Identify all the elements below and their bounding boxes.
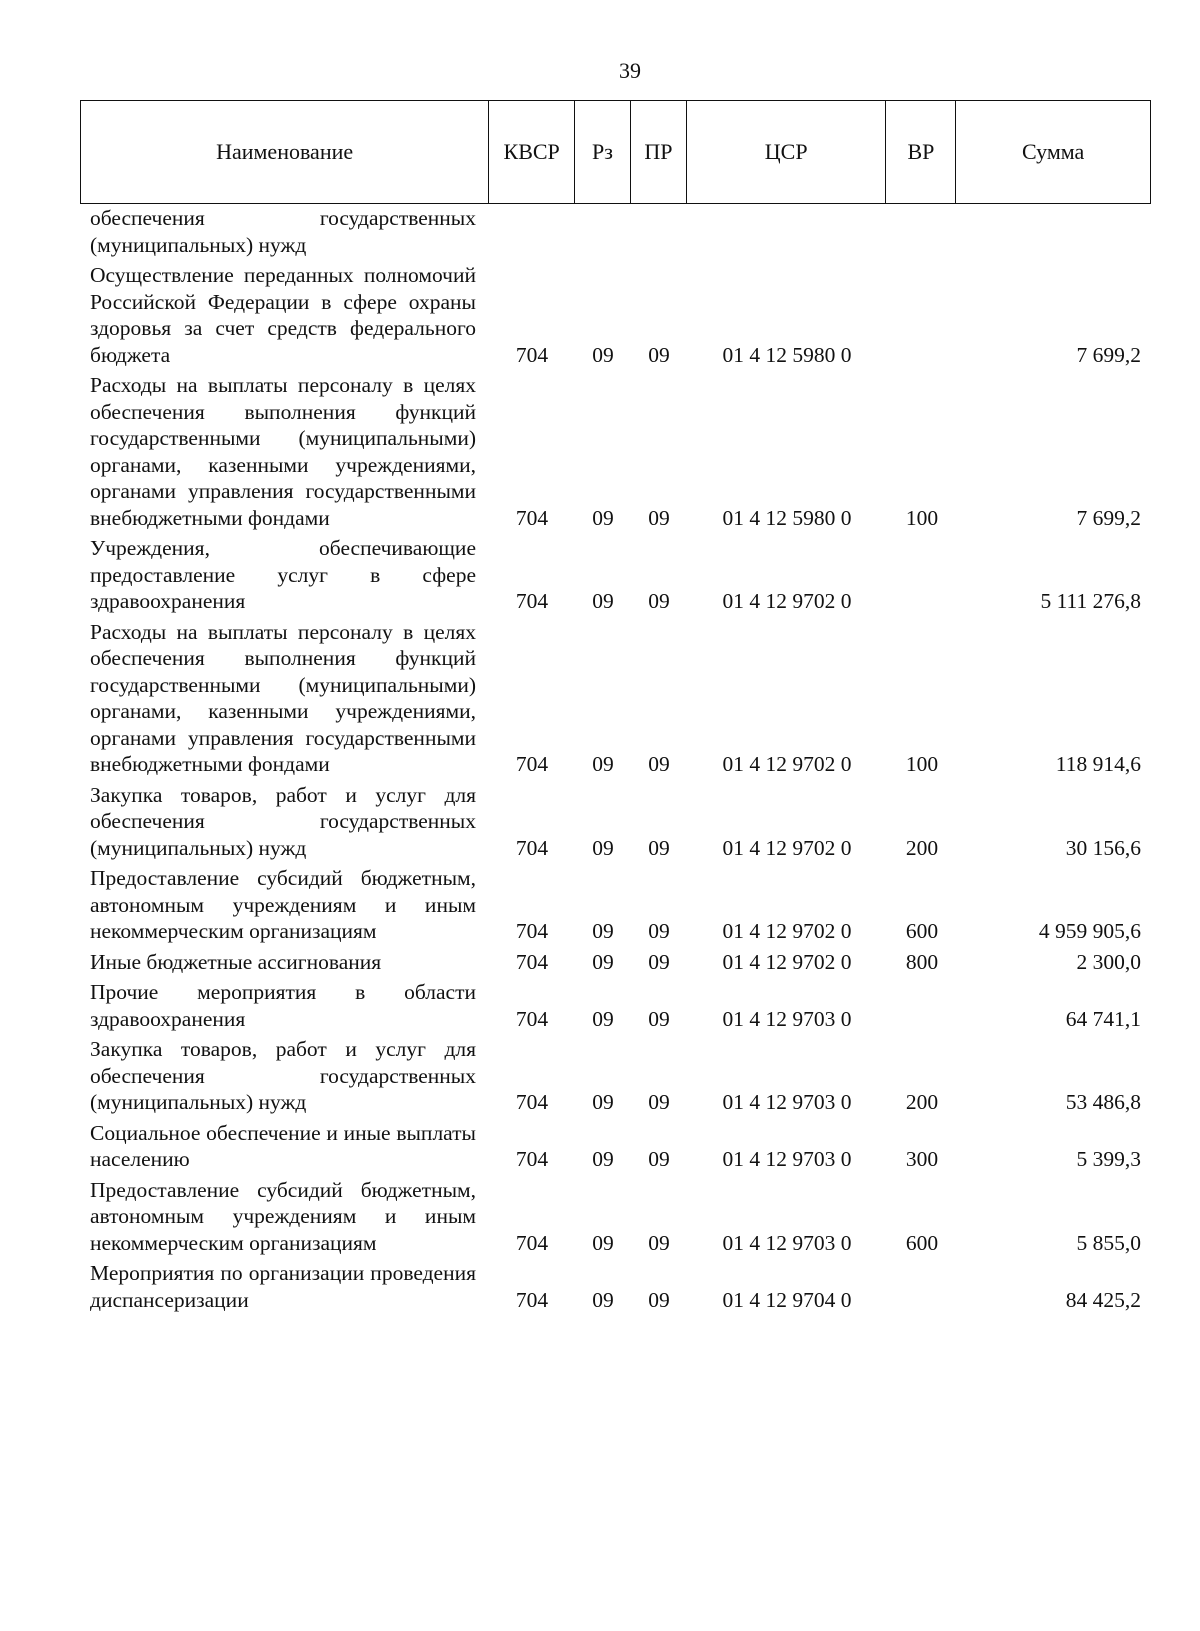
row-csr: 01 4 12 9704 0 bbox=[722, 1287, 852, 1312]
row-vr: 600 bbox=[905, 1230, 939, 1255]
row-vr: 600 bbox=[905, 919, 939, 943]
row-sum: 30 156,6 bbox=[1065, 835, 1141, 860]
row-vr: 100 bbox=[905, 752, 939, 776]
header-rz: Рз bbox=[575, 101, 631, 203]
row-vr: 800 bbox=[905, 949, 939, 974]
row-kvsr: 704 bbox=[515, 1006, 549, 1031]
row-name: Расходы на выплаты персоналу в целях обеспечения выполнения функций государственными (муниципальными) органами, казенными учреждениями, органами управления государственными внебюджетными фондами bbox=[90, 619, 476, 776]
row-name: обеспечения государственных (муниципальных) нужд bbox=[90, 206, 476, 257]
table-row bbox=[80, 1177, 1151, 1257]
row-kvsr: 704 bbox=[515, 1147, 549, 1171]
row-name: Социальное обеспечение и иные выплаты населению bbox=[90, 1120, 476, 1171]
row-sum: 118 914,6 bbox=[1055, 752, 1141, 776]
row-kvsr: 704 bbox=[515, 342, 549, 367]
table-row bbox=[80, 372, 1151, 531]
row-name: Закупка товаров, работ и услуг для обеспечения государственных (муниципальных) нужд bbox=[90, 782, 476, 860]
row-pr: 09 bbox=[648, 919, 670, 943]
row-pr: 09 bbox=[648, 949, 670, 974]
row-name: Мероприятия по организации проведения диспансеризации bbox=[90, 1261, 476, 1312]
row-rz: 09 bbox=[592, 505, 614, 530]
table-row bbox=[80, 979, 1151, 1032]
row-pr: 09 bbox=[648, 589, 670, 613]
row-rz: 09 bbox=[592, 342, 614, 367]
row-kvsr: 704 bbox=[515, 505, 549, 530]
row-csr: 01 4 12 9703 0 bbox=[722, 1147, 852, 1171]
row-rz: 09 bbox=[592, 1006, 614, 1031]
row-kvsr: 704 bbox=[515, 949, 549, 974]
row-csr: 01 4 12 9702 0 bbox=[722, 589, 852, 613]
row-rz: 09 bbox=[592, 1287, 614, 1312]
table-row bbox=[80, 1036, 1151, 1116]
table-row bbox=[80, 535, 1151, 615]
row-csr: 01 4 12 9703 0 bbox=[722, 1006, 852, 1031]
row-csr: 01 4 12 9702 0 bbox=[722, 835, 852, 860]
row-vr: 100 bbox=[905, 505, 939, 530]
row-csr: 01 4 12 9702 0 bbox=[722, 919, 852, 943]
row-pr: 09 bbox=[648, 835, 670, 860]
row-kvsr: 704 bbox=[515, 835, 549, 860]
row-rz: 09 bbox=[592, 919, 614, 943]
row-sum: 64 741,1 bbox=[1065, 1006, 1141, 1031]
row-csr: 01 4 12 5980 0 bbox=[722, 342, 852, 367]
row-sum: 2 300,0 bbox=[1076, 949, 1141, 974]
row-kvsr: 704 bbox=[515, 919, 549, 943]
row-pr: 09 bbox=[648, 1287, 670, 1312]
row-name: Закупка товаров, работ и услуг для обеспечения государственных (муниципальных) нужд bbox=[90, 1037, 476, 1114]
row-csr: 01 4 12 9703 0 bbox=[722, 1230, 852, 1255]
row-pr: 09 bbox=[648, 752, 670, 776]
row-pr: 09 bbox=[648, 1230, 670, 1255]
row-sum: 5 111 276,8 bbox=[1040, 589, 1141, 613]
table-row bbox=[80, 865, 1151, 945]
row-kvsr: 704 bbox=[515, 1230, 549, 1255]
row-csr: 01 4 12 9702 0 bbox=[722, 949, 852, 974]
row-sum: 7 699,2 bbox=[1076, 505, 1141, 530]
table-row bbox=[80, 619, 1151, 778]
row-name: Иные бюджетные ассигнования bbox=[90, 949, 382, 974]
row-rz: 09 bbox=[592, 589, 614, 613]
row-vr: 300 bbox=[905, 1147, 939, 1171]
row-kvsr: 704 bbox=[515, 752, 549, 776]
table-body bbox=[80, 205, 1151, 1317]
row-rz: 09 bbox=[592, 752, 614, 776]
row-csr: 01 4 12 5980 0 bbox=[722, 505, 852, 530]
row-csr: 01 4 12 9702 0 bbox=[722, 752, 852, 776]
row-rz: 09 bbox=[592, 1090, 614, 1114]
row-kvsr: 704 bbox=[515, 1090, 549, 1114]
row-csr: 01 4 12 9703 0 bbox=[722, 1090, 852, 1114]
page-number: 39 bbox=[619, 58, 641, 83]
header-pr: ПР bbox=[631, 101, 687, 203]
header-sum: Сумма bbox=[1022, 139, 1085, 164]
row-name: Учреждения, обеспечивающие предоставление услуг в сфере здравоохранения bbox=[90, 536, 476, 613]
table-row bbox=[80, 1120, 1151, 1173]
row-sum: 4 959 905,6 bbox=[1038, 919, 1141, 943]
row-rz: 09 bbox=[592, 835, 614, 860]
row-name: Предоставление субсидий бюджетным, автономным учреждениям и иным некоммерческим организациям bbox=[90, 866, 476, 943]
table-row bbox=[80, 262, 1151, 368]
header-csr: ЦСР bbox=[687, 101, 887, 203]
row-name: Предоставление субсидий бюджетным, автономным учреждениям и иным некоммерческим организациям bbox=[90, 1177, 476, 1255]
row-sum: 84 425,2 bbox=[1065, 1287, 1141, 1312]
row-pr: 09 bbox=[648, 1147, 670, 1171]
row-pr: 09 bbox=[648, 505, 670, 530]
row-sum: 5 399,3 bbox=[1076, 1147, 1141, 1171]
row-name: Расходы на выплаты персоналу в целях обеспечения выполнения функций государственными (муниципальными) органами, казенными учреждениями, органами управления государственными внебюджетными фондами bbox=[90, 373, 476, 530]
row-pr: 09 bbox=[648, 342, 670, 367]
table-header bbox=[80, 100, 1151, 204]
row-rz: 09 bbox=[592, 949, 614, 974]
row-name: Осуществление переданных полномочий Российской Федерации в сфере охраны здоровья за счет средств федерального бюджета bbox=[90, 263, 476, 367]
table-row bbox=[80, 782, 1151, 862]
row-sum: 7 699,2 bbox=[1076, 342, 1141, 367]
row-vr: 200 bbox=[905, 835, 939, 860]
table-row bbox=[80, 1260, 1151, 1313]
header-name: Наименование bbox=[81, 101, 489, 203]
row-vr: 200 bbox=[905, 1090, 939, 1114]
row-rz: 09 bbox=[592, 1147, 614, 1171]
row-sum: 5 855,0 bbox=[1076, 1230, 1141, 1255]
table-row bbox=[80, 949, 1151, 976]
row-pr: 09 bbox=[648, 1090, 670, 1114]
row-kvsr: 704 bbox=[515, 589, 549, 613]
row-pr: 09 bbox=[648, 1006, 670, 1031]
row-kvsr: 704 bbox=[515, 1287, 549, 1312]
table-row bbox=[80, 205, 1151, 258]
row-sum: 53 486,8 bbox=[1065, 1090, 1141, 1114]
header-kvsr: КВСР bbox=[489, 101, 575, 203]
row-name: Прочие мероприятия в области здравоохранения bbox=[90, 980, 476, 1031]
row-rz: 09 bbox=[592, 1230, 614, 1255]
header-vr: ВР bbox=[886, 101, 956, 203]
